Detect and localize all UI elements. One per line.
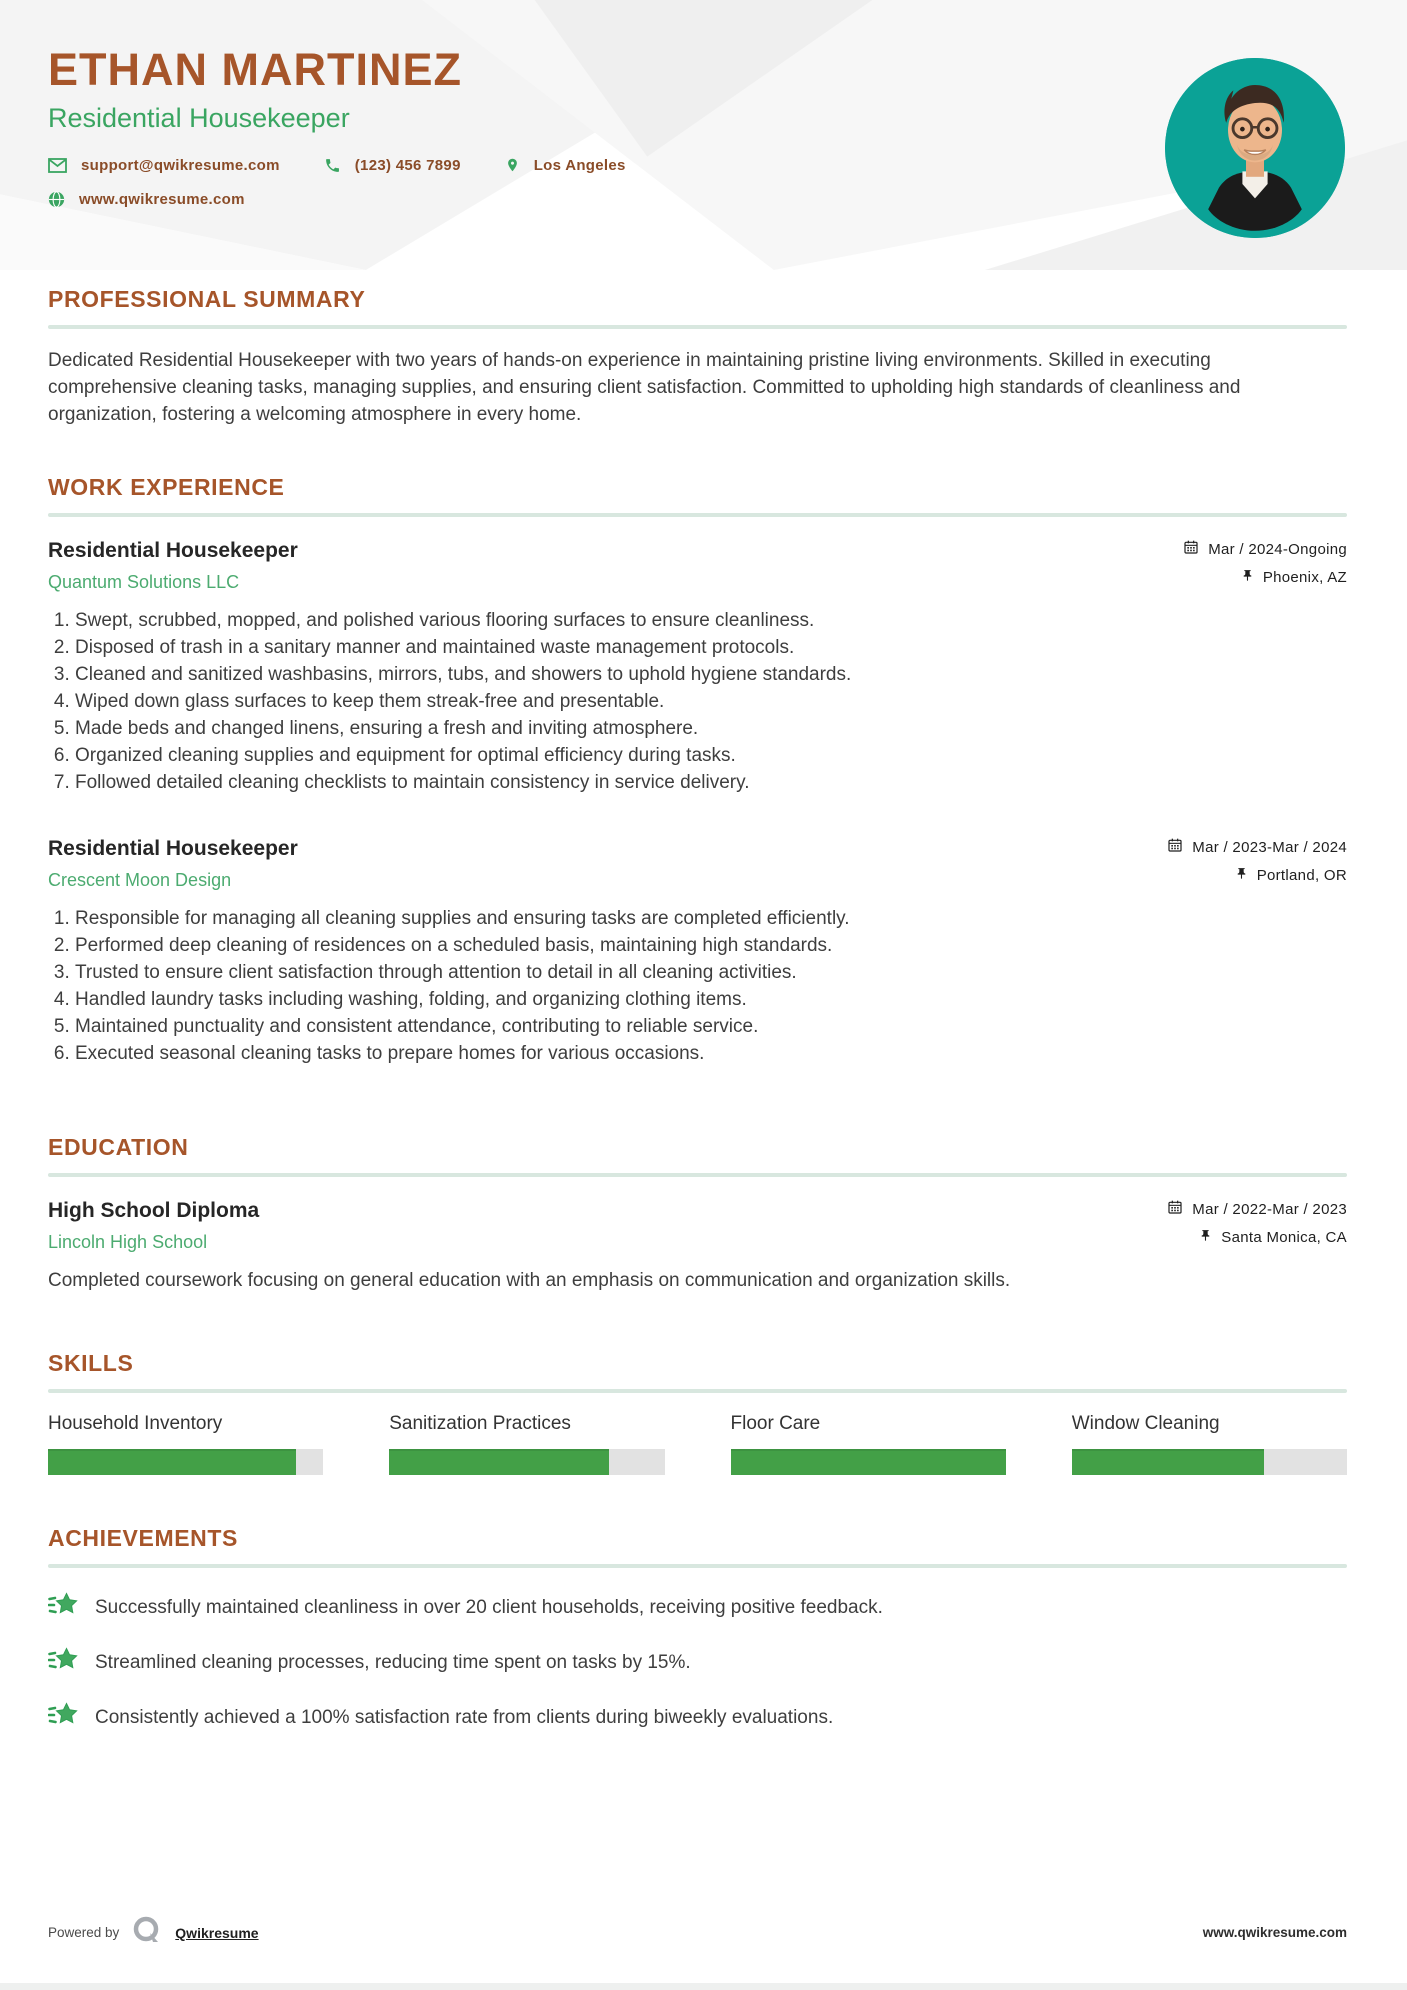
section-experience [48, 474, 1347, 1068]
education-location: Santa Monica, CA [1221, 1229, 1347, 1247]
candidate-name: ETHAN MARTINEZ [48, 44, 462, 95]
skill-item [389, 1413, 664, 1475]
education-entry [48, 1199, 1347, 1294]
skill-item [731, 1413, 1006, 1475]
education-heading: EDUCATION [48, 1134, 189, 1161]
avatar [1165, 58, 1345, 238]
job-bullet: 1. Swept, scrubbed, mopped, and polished various flooring surfaces to ensure cleanliness. [75, 608, 1347, 635]
achievement-item [48, 1702, 1347, 1733]
degree-title: High School Diploma [48, 1199, 260, 1223]
summary-text: Dedicated Residential Housekeeper with two years of hands-on experience in maintaining pristine living environments. Skilled in executing comprehensive cleaning tasks, managing supplies, and ensuring client satisfaction. Committed to upholding high standards of cleanliness and organization, fostering a welcoming atmosphere in every home. [48, 350, 1241, 426]
phone-icon [324, 157, 341, 174]
shooting-star-icon [48, 1647, 78, 1678]
experience-heading: WORK EXPERIENCE [48, 474, 285, 501]
job-bullet: 4. Wiped down glass surfaces to keep them streak-free and presentable. [75, 689, 1347, 716]
skill-progress-track [389, 1449, 664, 1475]
education-description: Completed coursework focusing on general education with an emphasis on communication and organization skills. [48, 1270, 1011, 1292]
page-bottom-edge [0, 1983, 1407, 1990]
job-bullet: 2. Performed deep cleaning of residences on a scheduled basis, maintaining high standards. [75, 933, 1347, 960]
job-location: Phoenix, AZ [1262, 569, 1347, 587]
job-location: Portland, OR [1256, 867, 1347, 885]
job-bullet: 1. Responsible for managing all cleaning supplies and ensuring tasks are completed efficiently. [75, 906, 1347, 933]
job-entry-1 [48, 539, 1347, 797]
calendar-icon [1183, 539, 1199, 559]
phone-text: (123) 456 7899 [354, 156, 461, 174]
website-text: www.qwikresume.com [79, 191, 245, 208]
section-divider [48, 1173, 1347, 1177]
header [0, 0, 1407, 258]
skill-progress-track [48, 1449, 323, 1475]
section-education [48, 1134, 1347, 1294]
globe-icon [48, 191, 65, 208]
website-chip[interactable] [48, 191, 245, 208]
job-bullet-list [48, 608, 1347, 797]
summary-heading: PROFESSIONAL SUMMARY [48, 286, 366, 312]
school-name: Lincoln High School [48, 1232, 208, 1253]
skill-progress-fill [1072, 1449, 1265, 1475]
skill-label: Window Cleaning [1071, 1413, 1220, 1435]
calendar-icon [1167, 837, 1183, 857]
section-divider [48, 513, 1347, 517]
achievement-item [48, 1592, 1347, 1623]
achievement-text: Consistently achieved a 100% satisfaction rate from clients during biweekly evaluations. [95, 1706, 834, 1728]
education-dates: Mar / 2022-Mar / 2023 [1192, 1200, 1347, 1218]
skill-progress-fill [731, 1449, 1006, 1475]
job-bullet: 3. Cleaned and sanitized washbasins, mirrors, tubs, and showers to uphold hygiene standards. [75, 662, 1347, 689]
achievements-list [48, 1592, 1347, 1733]
job-company: Quantum Solutions LLC [48, 572, 240, 593]
skill-label: Sanitization Practices [389, 1413, 571, 1435]
skill-progress-track [731, 1449, 1006, 1475]
achievement-text: Streamlined cleaning processes, reducing time spent on tasks by 15%. [95, 1651, 691, 1673]
achievements-heading: ACHIEVEMENTS [48, 1525, 238, 1552]
skills-heading: SKILLS [48, 1350, 134, 1377]
section-summary [48, 286, 1347, 428]
candidate-title: Residential Housekeeper [48, 103, 350, 133]
job-meta [1167, 837, 1347, 885]
section-achievements [48, 1525, 1347, 1733]
job-title: Residential Housekeeper [48, 837, 298, 861]
qwikresume-link[interactable]: Qwikresume [175, 1924, 259, 1941]
section-skills [48, 1350, 1347, 1475]
skill-label: Household Inventory [48, 1413, 223, 1435]
job-entry-2 [48, 837, 1347, 1068]
calendar-icon [1167, 1199, 1183, 1219]
email-text: support@qwikresume.com [81, 156, 280, 174]
section-divider [48, 1564, 1347, 1568]
section-divider [48, 325, 1347, 329]
section-divider [48, 1389, 1347, 1393]
footer-website: www.qwikresume.com [1202, 1925, 1347, 1940]
job-company: Crescent Moon Design [48, 870, 232, 891]
job-bullet: 3. Trusted to ensure client satisfaction through attention to detail in all cleaning activities. [75, 960, 1347, 987]
skill-item [48, 1413, 323, 1475]
envelope-icon [48, 158, 67, 173]
location-text: Los Angeles [533, 156, 626, 174]
skill-progress-track [1072, 1449, 1347, 1475]
job-bullet: 4. Handled laundry tasks including washing, folding, and organizing clothing items. [75, 987, 1347, 1014]
email-chip[interactable] [48, 157, 280, 174]
powered-by-label: Powered by [48, 1925, 120, 1940]
job-bullet-list [48, 906, 1347, 1068]
contact-row-2 [48, 191, 1347, 208]
location-pin-icon [505, 156, 520, 174]
achievement-item [48, 1647, 1347, 1678]
job-bullet: 5. Made beds and changed linens, ensuring a fresh and inviting atmosphere. [75, 716, 1347, 743]
pushpin-icon [1199, 1228, 1212, 1247]
location-chip [505, 156, 626, 174]
job-dates: Mar / 2023-Mar / 2024 [1192, 838, 1347, 856]
skill-progress-fill [48, 1449, 296, 1475]
avatar-illustration [1165, 58, 1345, 238]
job-dates: Mar / 2024-Ongoing [1208, 540, 1347, 558]
achievement-text: Successfully maintained cleanliness in over 20 client households, receiving positive feedback. [95, 1596, 883, 1618]
footer [48, 1915, 1347, 1950]
job-bullet: 6. Organized cleaning supplies and equipment for optimal efficiency during tasks. [75, 743, 1347, 770]
job-bullet: 2. Disposed of trash in a sanitary manner and maintained waste management protocols. [75, 635, 1347, 662]
skill-progress-fill [389, 1449, 609, 1475]
skill-item [1072, 1413, 1347, 1475]
phone-chip [324, 157, 461, 174]
job-title: Residential Housekeeper [48, 539, 298, 563]
resume-body [0, 286, 1407, 1733]
shooting-star-icon [48, 1592, 78, 1623]
contact-row-1 [48, 156, 1347, 174]
shooting-star-icon [48, 1702, 78, 1733]
qwikresume-q-logo [132, 1915, 162, 1950]
job-bullet: 6. Executed seasonal cleaning tasks to prepare homes for various occasions. [75, 1041, 1347, 1068]
job-bullet: 7. Followed detailed cleaning checklists to maintain consistency in service delivery. [75, 770, 1347, 797]
job-meta [1183, 539, 1347, 587]
job-bullet: 5. Maintained punctuality and consistent attendance, contributing to reliable service. [75, 1014, 1347, 1041]
education-meta [1167, 1199, 1347, 1247]
skills-grid [48, 1413, 1347, 1475]
skill-label: Floor Care [730, 1413, 821, 1435]
pushpin-icon [1241, 568, 1254, 587]
pushpin-icon [1235, 866, 1248, 885]
